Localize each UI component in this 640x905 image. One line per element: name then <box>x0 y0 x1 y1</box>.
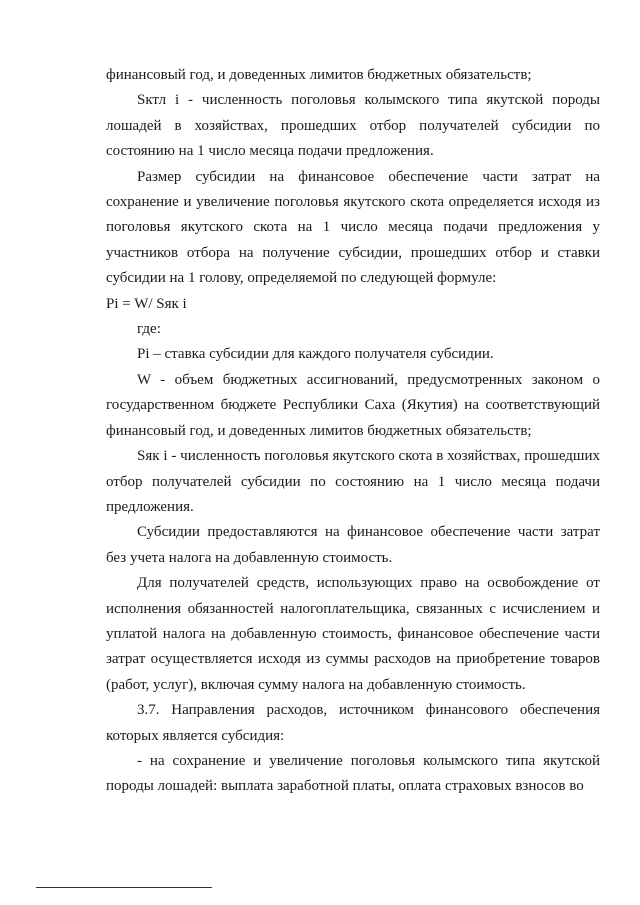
paragraph-pi-definition: Pi – ставка субсидии для каждого получателя субсидии. <box>137 346 494 363</box>
document-body <box>106 63 600 800</box>
paragraph-section-3-7: 3.7. Направления расходов, источником финансового обеспечения которых является субсидия: <box>106 702 600 744</box>
where-label: где: <box>137 321 161 338</box>
paragraph-vat-exempt: Для получателей средств, использующих право на освобождение от исполнения обязанностей налогоплательщика, связанных с исчислением и уплатой налога на добавленную стоимость, финансовое обеспечение части затрат осуществляется исходя из суммы расходов на приобретение товаров (работ, услуг), включая сумму налога на добавленную стоимость. <box>106 575 600 693</box>
paragraph-subsidy-size: Размер субсидии на финансовое обеспечение части затрат на сохранение и увеличение поголовья якутского скота определяется исходя из поголовья якутского скота на 1 число месяца подачи предложения у участников отбора на получение субсидии, прошедших отбор и ставки субсидии на 1 голову, определяемой по следующей формуле: <box>106 168 600 287</box>
footnote-separator <box>36 887 212 888</box>
paragraph-syak-definition: Sяк i - численность поголовья якутского скота в хозяйствах, прошедших отбор получателей субсидии по состоянию на 1 число месяца подачи предложения. <box>106 448 600 515</box>
paragraph-w-definition: W - объем бюджетных ассигнований, предусмотренных законом о государственном бюджете Республики Саха (Якутия) на соответствующий финансовый год, и доведенных лимитов бюджетных обязательств; <box>106 371 600 439</box>
paragraph-vat-excluded: Субсидии предоставляются на финансовое обеспечение части затрат без учета налога на добавленную стоимость. <box>106 524 600 566</box>
paragraph-sktl-definition: Sктл i - численность поголовья колымского типа якутской породы лошадей в хозяйствах, прошедших отбор получателей субсидии по состоянию на 1 число месяца подачи предложения. <box>106 92 600 160</box>
paragraph-horses-expenses: - на сохранение и увеличение поголовья колымского типа якутской породы лошадей: выплата заработной платы, оплата страховых взносов во <box>106 752 600 795</box>
paragraph-continuation: финансовый год, и доведенных лимитов бюджетных обязательств; <box>106 67 532 83</box>
formula: Pi = W/ Sяк i <box>106 295 187 312</box>
